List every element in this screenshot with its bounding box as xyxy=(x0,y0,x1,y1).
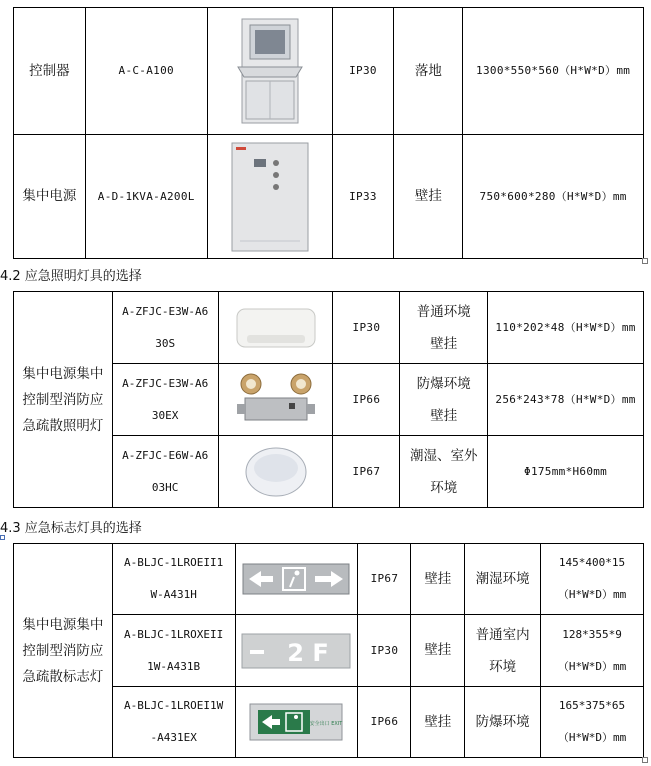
environment-line: 壁挂 xyxy=(430,407,458,424)
environment xyxy=(465,687,541,758)
model-line: -A431EX xyxy=(150,731,197,744)
section-heading: 4.2 应急照明灯具的选择 xyxy=(0,269,142,284)
exit-sign-image xyxy=(235,544,358,615)
model-line: A-ZFJC-E3W-A6 xyxy=(122,304,209,318)
device-name: 集中电源 xyxy=(14,135,86,259)
sign-table xyxy=(13,543,644,758)
lamp-model xyxy=(112,292,218,364)
ip-rating: IP67 xyxy=(333,436,400,508)
ip-rating: IP66 xyxy=(333,364,400,436)
dimension-line: （H*W*D）mm xyxy=(557,731,627,744)
ip-rating: IP30 xyxy=(333,292,400,364)
ip-rating: IP33 xyxy=(332,135,394,259)
environment xyxy=(465,544,541,615)
table-row xyxy=(14,292,644,364)
sign-model xyxy=(112,687,235,758)
environment xyxy=(465,615,541,687)
table-row xyxy=(14,135,644,259)
floor-sign-image xyxy=(235,615,358,687)
round-ceiling-light-image xyxy=(218,436,333,508)
mount-type: 壁挂 xyxy=(411,687,465,758)
anchor-marker xyxy=(0,535,5,540)
model-line: A-BLJC-1LROEII1 xyxy=(123,556,224,569)
model-line: 30S xyxy=(155,336,176,350)
environment xyxy=(400,292,488,364)
environment-line: 环境 xyxy=(430,479,458,496)
dimension-line: （H*W*D）mm xyxy=(557,659,627,673)
exit-label: 安全出口 EXIT xyxy=(310,721,343,727)
device-model: A-D-1KVA-A200L xyxy=(85,135,207,259)
mount-type: 壁挂 xyxy=(411,544,465,615)
category-label: 集中电源集中控制型消防应急疏散照明灯 xyxy=(14,292,113,508)
dimensions: 256*243*78（H*W*D）mm xyxy=(488,364,644,436)
table-row xyxy=(14,8,644,135)
model-line: A-ZFJC-E3W-A6 xyxy=(122,376,209,390)
model-line: A-BLJC-1LROEI1W xyxy=(123,699,224,712)
table-row xyxy=(14,544,644,615)
table-corner-marker xyxy=(642,757,648,763)
model-line: 1W-A431B xyxy=(147,659,201,673)
table-corner-marker xyxy=(642,258,648,264)
dimension-line: 165*375*65 xyxy=(558,699,626,712)
dimensions xyxy=(541,615,644,687)
device-name: 控制器 xyxy=(14,8,86,135)
model-line: 30EX xyxy=(151,408,179,422)
ip-rating: IP66 xyxy=(358,687,411,758)
environment-line: 环境 xyxy=(489,658,517,675)
lamp-model xyxy=(112,436,218,508)
environment-line: 防爆环境 xyxy=(475,714,530,730)
environment-line: 潮湿环境 xyxy=(475,571,530,587)
model-line: A-ZFJC-E6W-A6 xyxy=(122,448,209,462)
category-label: 集中电源集中控制型消防应急疏散标志灯 xyxy=(14,544,113,758)
lighting-table xyxy=(13,291,644,508)
environment-line: 壁挂 xyxy=(430,335,458,352)
dimensions xyxy=(541,687,644,758)
mount-type: 壁挂 xyxy=(394,135,463,259)
device-model: A-C-A100 xyxy=(85,8,207,135)
environment-line: 防爆环境 xyxy=(416,375,471,392)
ip-rating: IP67 xyxy=(358,544,411,615)
ip-rating: IP30 xyxy=(358,615,411,687)
mount-type: 壁挂 xyxy=(411,615,465,687)
dimension-line: （H*W*D）mm xyxy=(557,588,627,601)
explosion-proof-light-image xyxy=(218,364,333,436)
model-line: W-A431H xyxy=(150,588,197,601)
dimensions xyxy=(541,544,644,615)
environment xyxy=(400,436,488,508)
lamp-model xyxy=(112,364,218,436)
dimensions: 750*600*280（H*W*D）mm xyxy=(463,135,644,259)
controller-cabinet-image xyxy=(207,8,332,135)
environment xyxy=(400,364,488,436)
dimensions: Φ175mm*H60mm xyxy=(488,436,644,508)
exit-sign-box-image xyxy=(235,687,358,758)
environment-line: 普通室内 xyxy=(475,626,530,643)
wall-light-image xyxy=(218,292,333,364)
power-supply-box-image xyxy=(207,135,332,259)
dimensions: 1300*550*560（H*W*D）mm xyxy=(463,8,644,135)
dimension-line: 145*400*15 xyxy=(558,556,626,569)
ip-rating: IP30 xyxy=(332,8,394,135)
section-heading: 4.3 应急标志灯具的选择 xyxy=(0,521,142,536)
environment-line: 潮湿、室外 xyxy=(410,447,478,464)
sign-model xyxy=(112,544,235,615)
floor-number: 2 F xyxy=(287,638,330,667)
model-line: A-BLJC-1LROXEII xyxy=(123,627,224,641)
mount-type: 落地 xyxy=(394,8,463,135)
dimensions: 110*202*48（H*W*D）mm xyxy=(488,292,644,364)
equipment-table xyxy=(13,7,644,259)
dimension-line: 128*355*9 xyxy=(562,627,622,641)
sign-model xyxy=(112,615,235,687)
environment-line: 普通环境 xyxy=(416,303,471,320)
model-line: 03HC xyxy=(151,480,179,494)
